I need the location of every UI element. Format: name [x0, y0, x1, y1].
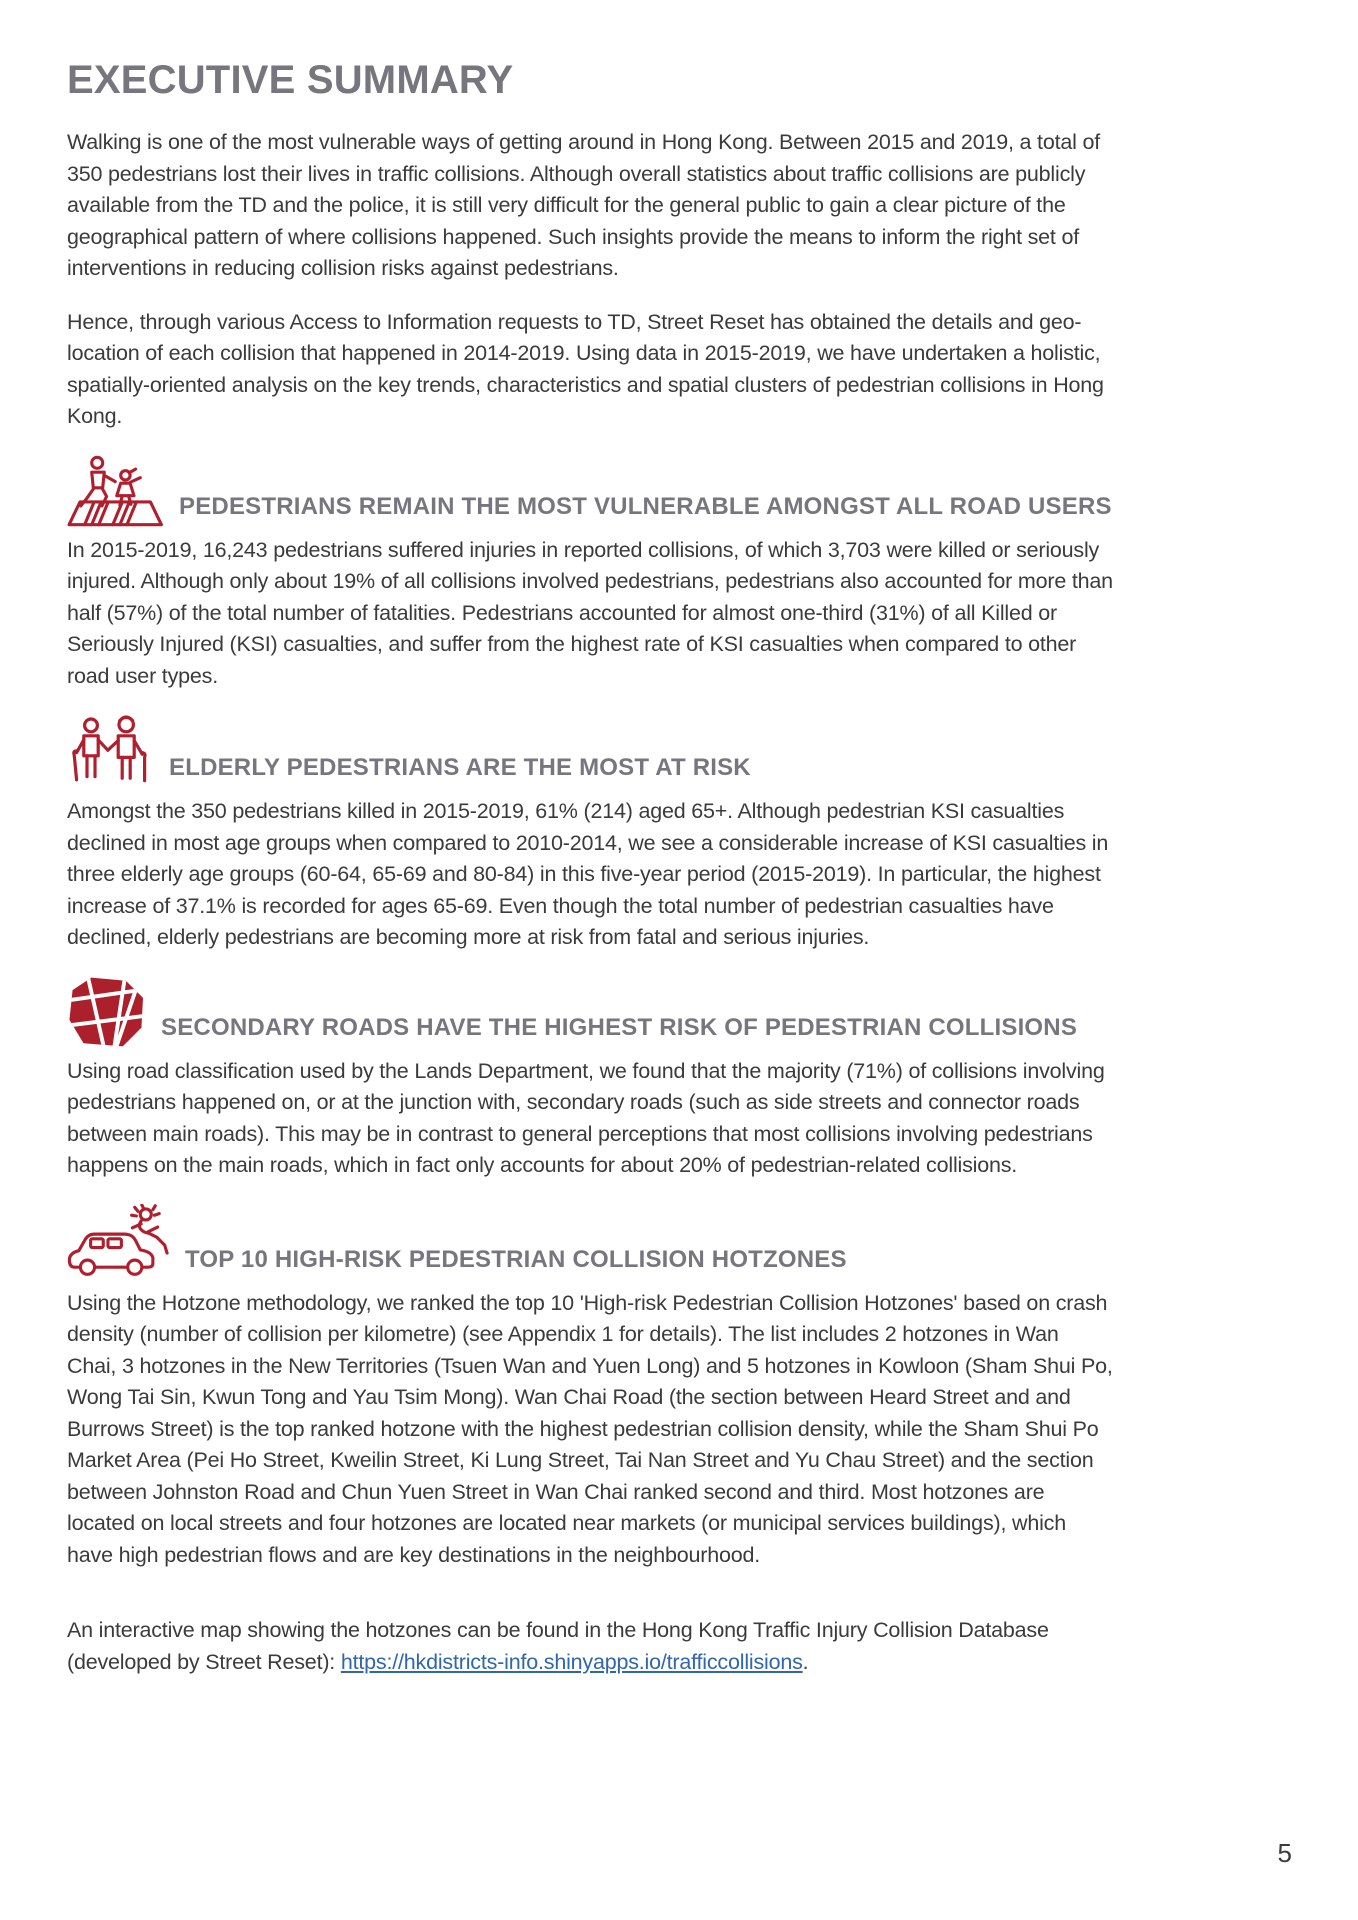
- footer-text-after-link: .: [802, 1649, 809, 1674]
- section-body: Amongst the 350 pedestrians killed in 2015-2019, 61% (214) aged 65+. Although pedestrian KSI casualties declined in most age groups when compared to 2010-2014, we see a considerable increase of KSI casualties in three elderly age groups (60-64, 65-69 and 80-84) in this five-year period (2015-2019). In particular, the highest increase of 37.1% is recorded for ages 65-69. Even though the total number of pedestrian casualties have declined, elderly pedestrians are becoming more at risk from fatal and serious injuries.: [67, 799, 1109, 949]
- section-heading: TOP 10 HIGH-RISK PEDESTRIAN COLLISION HOTZONES: [185, 1245, 847, 1273]
- section-secondary-roads: [67, 976, 1113, 1182]
- section-body: Using the Hotzone methodology, we ranked the top 10 'High-risk Pedestrian Collision Hotzones' based on crash density (number of collision per kilometre) (see Appendix 1 for details). The list includes 2 hotzones in Wan Chai, 3 hotzones in the New Territories (Tsuen Wan and Yuen Long) and 5 hotzones in Kowloon (Sham Shui Po, Wong Tai Sin, Kwun Tong and Yau Tsim Mong). Wan Chai Road (the section between Heard Street and and Burrows Street) is the top ranked hotzone with the highest pedestrian collision density, while the Sham Shui Po Market Area (Pei Ho Street, Kweilin Street, Ki Lung Street, Tai Nan Street and Yu Chau Street) and the section between Johnston Road and Chun Yuen Street in Wan Chai ranked second and third. Most hotzones are located on local streets and four hotzones are located near markets (or municipal services buildings), which have high pedestrian flows and are key destinations in the neighbourhood.: [67, 1290, 1113, 1567]
- pedestrian-crossing-icon: [67, 455, 165, 527]
- traffic-collisions-database-link[interactable]: https://hkdistricts-info.shinyapps.io/trafficcollisions: [340, 1649, 803, 1674]
- section-heading: SECONDARY ROADS HAVE THE HIGHEST RISK OF PEDESTRIAN COLLISIONS: [161, 1013, 1078, 1041]
- intro-paragraph-2: Hence, through various Access to Information requests to TD, Street Reset has obtained the details and geo-location of each collision that happened in 2014-2019. Using data in 2015-2019, we have undertaken a holistic, spatially-oriented analysis on the key trends, characteristics and spatial clusters of pedestrian collisions in Hong Kong.: [67, 309, 1104, 428]
- interactive-map-paragraph: [67, 1615, 1113, 1678]
- elderly-pedestrians-icon: [67, 714, 155, 788]
- page-title: EXECUTIVE SUMMARY: [67, 58, 514, 102]
- section-header: [67, 976, 1113, 1048]
- section-body: In 2015-2019, 16,243 pedestrians suffered injuries in reported collisions, of which 3,703 were killed or seriously injured. Although only about 19% of all collisions involved pedestrians, pedestrians also accounted for more than half (57%) of the total number of fatalities. Pedestrians accounted for almost one-third (31%) of all Killed or Seriously Injured (KSI) casualties, and suffer from the highest rate of KSI casualties when compared to other road user types.: [67, 537, 1113, 688]
- section-header: [67, 1204, 1113, 1280]
- car-collision-icon: [67, 1204, 171, 1280]
- section-header: [67, 455, 1113, 527]
- section-elderly-at-risk: [67, 714, 1113, 954]
- footer-text-before-link: An interactive map showing the hotzones can be found in the Hong Kong Traffic Injury Collision Database (developed by Street Reset):: [67, 1618, 1049, 1674]
- section-top10-hotzones: [67, 1204, 1113, 1572]
- section-header: [67, 714, 1113, 788]
- road-map-icon: [67, 976, 147, 1048]
- section-pedestrians-vulnerable: [67, 455, 1113, 693]
- section-heading: ELDERLY PEDESTRIANS ARE THE MOST AT RISK: [169, 754, 751, 781]
- page-content: [67, 58, 1113, 1700]
- section-body: Using road classification used by the Lands Department, we found that the majority (71%) of collisions involving pedestrians happened on, or at the junction with, secondary roads (such as side streets and connector roads between main roads). This may be in contrast to general perceptions that most collisions involving pedestrians happens on the main roads, which in fact only accounts for about 20% of pedestrian-related collisions.: [67, 1058, 1105, 1177]
- intro-paragraph-1: Walking is one of the most vulnerable ways of getting around in Hong Kong. Between 2015 and 2019, a total of 350 pedestrians lost their lives in traffic collisions. Although overall statistics about traffic collisions are publicly available from the TD and the police, it is still very difficult for the general public to gain a clear picture of the geographical pattern of where collisions happened. Such insights provide the means to inform the right set of interventions in reducing collision risks against pedestrians.: [67, 130, 1100, 280]
- page-number: 5: [1277, 1838, 1292, 1868]
- section-heading: PEDESTRIANS REMAIN THE MOST VULNERABLE AMONGST ALL ROAD USERS: [179, 492, 1112, 520]
